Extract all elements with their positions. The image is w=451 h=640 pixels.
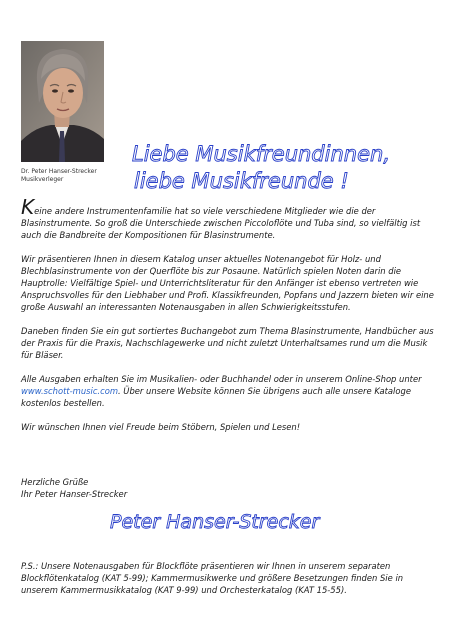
greeting-line-1: Liebe Musikfreundinnen, — [132, 142, 390, 166]
caption-role: Musikverleger — [21, 176, 64, 183]
paragraph-intro — [21, 195, 441, 241]
closing-sender: Ihr Peter Hanser-Strecker — [21, 489, 128, 499]
paragraph-books: Daneben finden Sie ein gut sortiertes Buchangebot zum Thema Blasinstrumente, Handbücher aus der Praxis für die Praxis, Nachschlagewerke und nicht zuletzt Unterhaltsames rund um die Musik für Bläser. — [21, 326, 434, 360]
signature-text: Peter Hanser-Strecker — [110, 511, 320, 533]
postscript: P.S.: Unsere Notenausgaben für Blockflöte präsentieren wir Ihnen in unserem separaten Blockflötenkatalog (KAT 5-99); Kammermusikwerke und größere Besetzungen finden Sie in unserem Kammermusikkatalog (KAT 9-99) und Orchesterkatalog (KAT 15-55). — [21, 561, 404, 595]
paragraph-shop-before: Alle Ausgaben erhalten Sie im Musikalien- oder Buchhandel oder in unserem Online-Shop unter — [21, 374, 422, 384]
closing-block — [21, 476, 127, 500]
signature — [108, 506, 348, 536]
paragraph-intro-text: eine andere Instrumentenfamilie hat so viele verschiedene Mitglieder wie die der Blasinstrumente. So groß die Unterschiede zwischen Piccoloflöte und Tuba sind, so vielfältig ist auch die Bandbreite der Kompositionen für Blasinstrumente. — [21, 206, 421, 240]
greeting-line-2: liebe Musikfreunde ! — [134, 169, 349, 193]
handwritten-greeting — [130, 137, 430, 197]
caption-name: Dr. Peter Hanser-Strecker — [21, 168, 97, 175]
portrait-photo — [21, 41, 104, 162]
letter-body — [21, 195, 441, 445]
photo-caption — [21, 168, 131, 184]
paragraph-shop — [21, 373, 441, 409]
portrait-image — [21, 41, 104, 162]
shop-link[interactable]: www.schott-music.com — [21, 386, 118, 396]
paragraph-wishes: Wir wünschen Ihnen viel Freude beim Stöbern, Spielen und Lesen! — [21, 422, 301, 432]
paragraph-shop-after: . Über unsere Website können Sie übrigens auch alle unsere Kataloge kostenlos bestellen. — [21, 386, 411, 408]
dropcap-letter: K — [21, 195, 35, 219]
closing-greeting: Herzliche Grüße — [21, 477, 89, 487]
paragraph-catalog: Wir präsentieren Ihnen in diesem Katalog unser aktuelles Notenangebot für Holz- und Blechblasinstrumente von der Querflöte bis zur Posaune. Natürlich spielen Noten darin die Hauptrolle: Vielfältige Spiel- und Unterrichtsliteratur für den Anfänger ist ebenso vertreten wie Anspruchsvolles für den Liebhaber und Profi. Klassikfreunden, Popfans und Jazzern bieten wir eine große Auswahl an interessanten Notenausgaben in allen Schwierigkeitsstufen. — [21, 254, 434, 312]
